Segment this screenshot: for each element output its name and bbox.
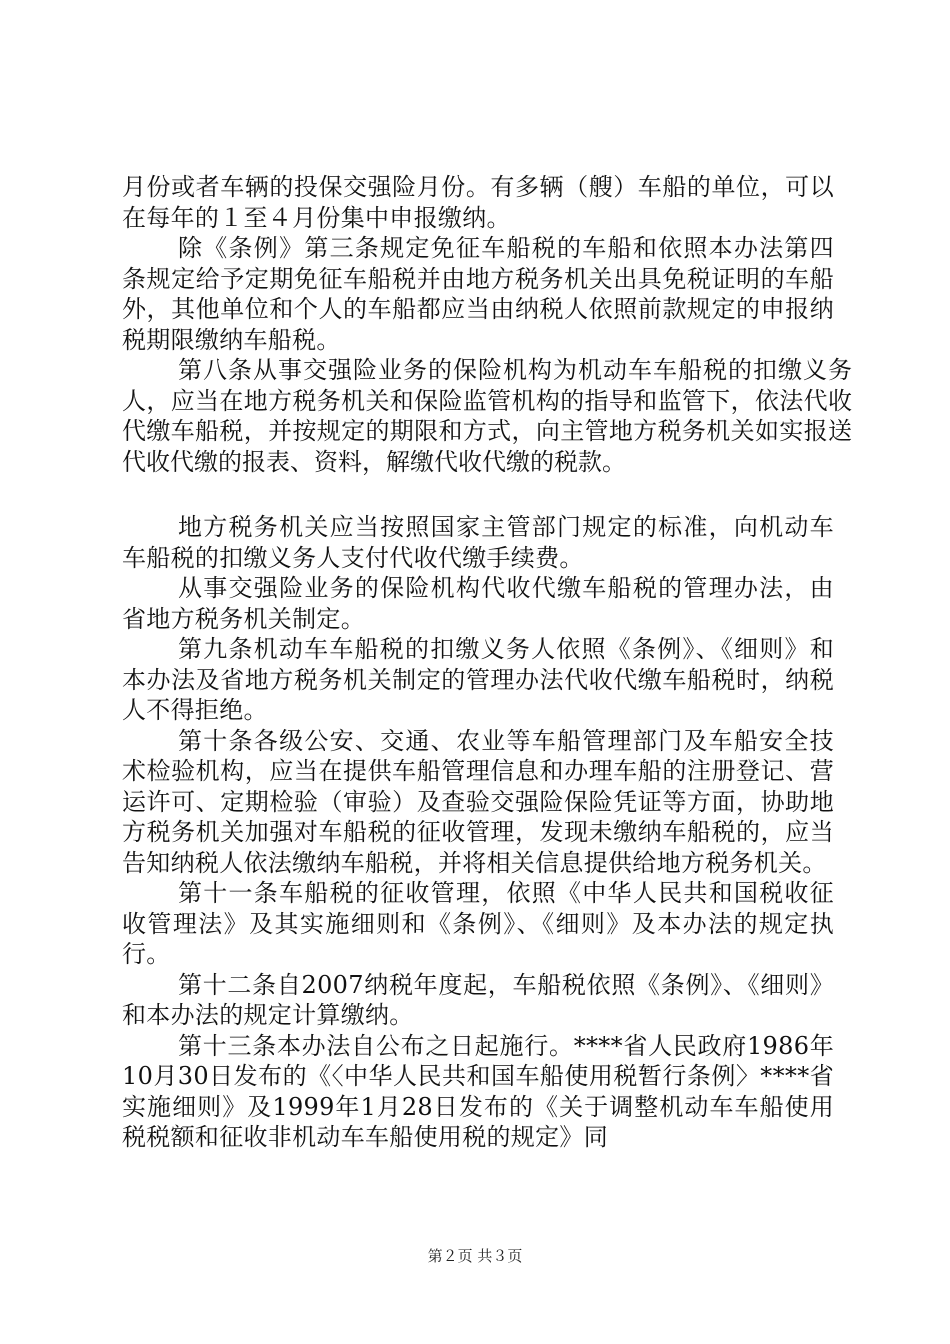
paragraph: 第十一条车船税的征收管理，依照《中华人民共和国税收征收管理法》及其实施细则和《条例》、《细则》及本办法的规定执行。 — [122, 879, 834, 968]
page-number-footer: 第２页 共３页 — [427, 1247, 523, 1265]
paragraph: 第八条从事交强险业务的保险机构为机动车车船税的扣缴义务人，应当在地方税务机关和保险监管机构的指导和监管下，依法代收代缴车船税，并按规定的期限和方式，向主管地方税务机关如实报送代收代缴的报表、资料，解缴代收代缴的税款。 — [122, 356, 852, 476]
paragraph: 除《条例》第三条规定免征车船税的车船和依照本办法第四条规定给予定期免征车船税并由地方税务机关出具免税证明的车船外，其他单位和个人的车船都应当由纳税人依照前款规定的申报纳税期限缴纳车船税。 — [122, 234, 834, 354]
paragraph: 地方税务机关应当按照国家主管部门规定的标准，向机动车车船税的扣缴义务人支付代收代缴手续费。 — [122, 513, 834, 572]
paragraph: 第十三条本办法自公布之日起施行。****省人民政府1986年10月30日发布的《〈中华人民共和国车船使用税暂行条例〉****省实施细则》及1999年1月28日发布的《关于调整机动车车船使用税税额和征收非机动车车船使用税的规定》同 — [122, 1031, 834, 1151]
paragraph: 第九条机动车车船税的扣缴义务人依照《条例》、《细则》和本办法及省地方税务机关制定的管理办法代收代缴车船税时，纳税人不得拒绝。 — [122, 635, 834, 724]
paragraph: 第十二条自2007纳税年度起，车船税依照《条例》、《细则》和本办法的规定计算缴纳。 — [122, 970, 834, 1029]
paragraph: 月份或者车辆的投保交强险月份。有多辆（艘）车船的单位，可以在每年的１至４月份集中申报缴纳。 — [122, 173, 834, 232]
document-body — [122, 172, 852, 1153]
paragraph: 第十条各级公安、交通、农业等车船管理部门及车船安全技术检验机构，应当在提供车船管理信息和办理车船的注册登记、营运许可、定期检验（审验）及查验交强险保险凭证等方面，协助地方税务机关加强对车船税的征收管理，发现未缴纳车船税的，应当告知纳税人依法缴纳车船税，并将相关信息提供给地方税务机关。 — [122, 726, 834, 877]
paragraph: 从事交强险业务的保险机构代收代缴车船税的管理办法，由省地方税务机关制定。 — [122, 574, 834, 633]
